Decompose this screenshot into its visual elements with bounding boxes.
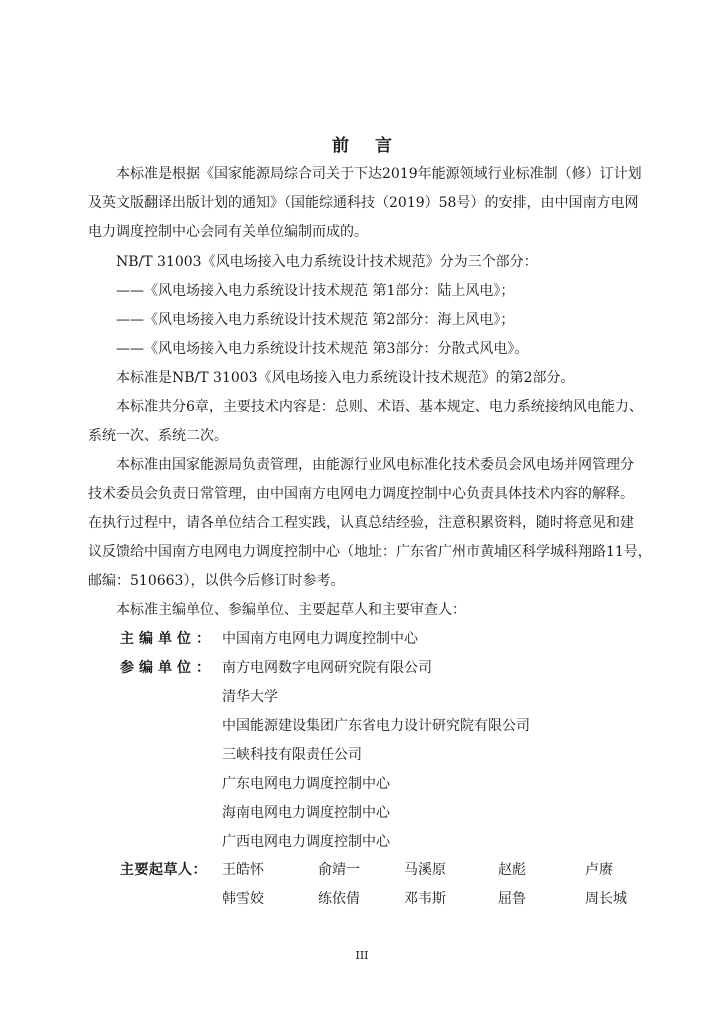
participant-unit: 广东电网电力调度控制中心 xyxy=(222,776,390,792)
chief-editor-label: 主编单位： xyxy=(120,631,215,647)
paragraph-line: 本标准由国家能源局负责管理，由能源行业风电标准化技术委员会风电场并网管理分 xyxy=(116,457,634,473)
participant-unit: 三峡科技有限责任公司 xyxy=(222,747,362,763)
drafter-name: 马溪原 xyxy=(404,862,446,878)
participant-unit: 南方电网数字电网研究院有限公司 xyxy=(222,660,432,676)
paragraph-line: 系统一次、系统二次。 xyxy=(88,428,228,444)
list-item: ——《风电场接入电力系统设计技术规范 第3部分：分散式风电》。 xyxy=(116,341,529,357)
drafter-name: 邓韦斯 xyxy=(404,891,446,907)
drafter-name: 卢赓 xyxy=(585,862,613,878)
paragraph-line: 议反馈给中国南方电网电力调度控制中心（地址：广东省广州市黄埔区科学城科翔路11号， xyxy=(88,544,652,560)
drafter-name: 韩雪姣 xyxy=(222,891,264,907)
participant-unit: 清华大学 xyxy=(222,689,278,705)
paragraph-line: 技术委员会负责日常管理，由中国南方电网电力调度控制中心负责具体技术内容的解释。 xyxy=(88,486,634,502)
paragraph-line: 本标准是NB/T 31003《风电场接入电力系统设计技术规范》的第2部分。 xyxy=(116,370,575,386)
participant-unit: 海南电网电力调度控制中心 xyxy=(222,805,390,821)
drafter-name: 赵彪 xyxy=(498,862,526,878)
participant-unit: 广西电网电力调度控制中心 xyxy=(222,834,390,850)
list-item: ——《风电场接入电力系统设计技术规范 第2部分：海上风电》； xyxy=(116,312,515,328)
chief-editor-unit: 中国南方电网电力调度控制中心 xyxy=(222,631,418,647)
drafter-name: 俞靖一 xyxy=(318,862,360,878)
paragraph-line: 电力调度控制中心会同有关单位编制而成的。 xyxy=(88,224,368,240)
paragraph-line: 邮编：510663），以供今后修订时参考。 xyxy=(88,573,345,589)
page-title: 前言 xyxy=(332,136,418,156)
drafter-name: 练依倩 xyxy=(318,891,360,907)
paragraph-line: 及英文版翻译出版计划的通知》（国能综通科技（2019）58号）的安排，由中国南方电网 xyxy=(88,195,639,211)
paragraph-line: 本标准是根据《国家能源局综合司关于下达2019年能源领域行业标准制（修）订计划 xyxy=(116,166,642,182)
drafter-name: 周长城 xyxy=(585,891,627,907)
list-item: ——《风电场接入电力系统设计技术规范 第1部分：陆上风电》； xyxy=(116,283,515,299)
drafter-name: 屈鲁 xyxy=(498,891,526,907)
paragraph-line: 本标准共分6章，主要技术内容是：总则、术语、基本规定、电力系统接纳风电能力、 xyxy=(116,399,643,415)
participants-label: 参编单位： xyxy=(120,660,215,676)
page-number: III xyxy=(355,949,369,962)
participant-unit: 中国能源建设集团广东省电力设计研究院有限公司 xyxy=(222,718,530,734)
paragraph-line: 本标准主编单位、参编单位、主要起草人和主要审查人： xyxy=(116,602,466,618)
drafters-label: 主要起草人： xyxy=(120,862,207,878)
paragraph-line: 在执行过程中，请各单位结合工程实践，认真总结经验，注意积累资料，随时将意见和建 xyxy=(88,515,634,531)
drafter-name: 王皓怀 xyxy=(222,862,264,878)
paragraph-line: NB/T 31003《风电场接入电力系统设计技术规范》分为三个部分： xyxy=(116,254,538,270)
